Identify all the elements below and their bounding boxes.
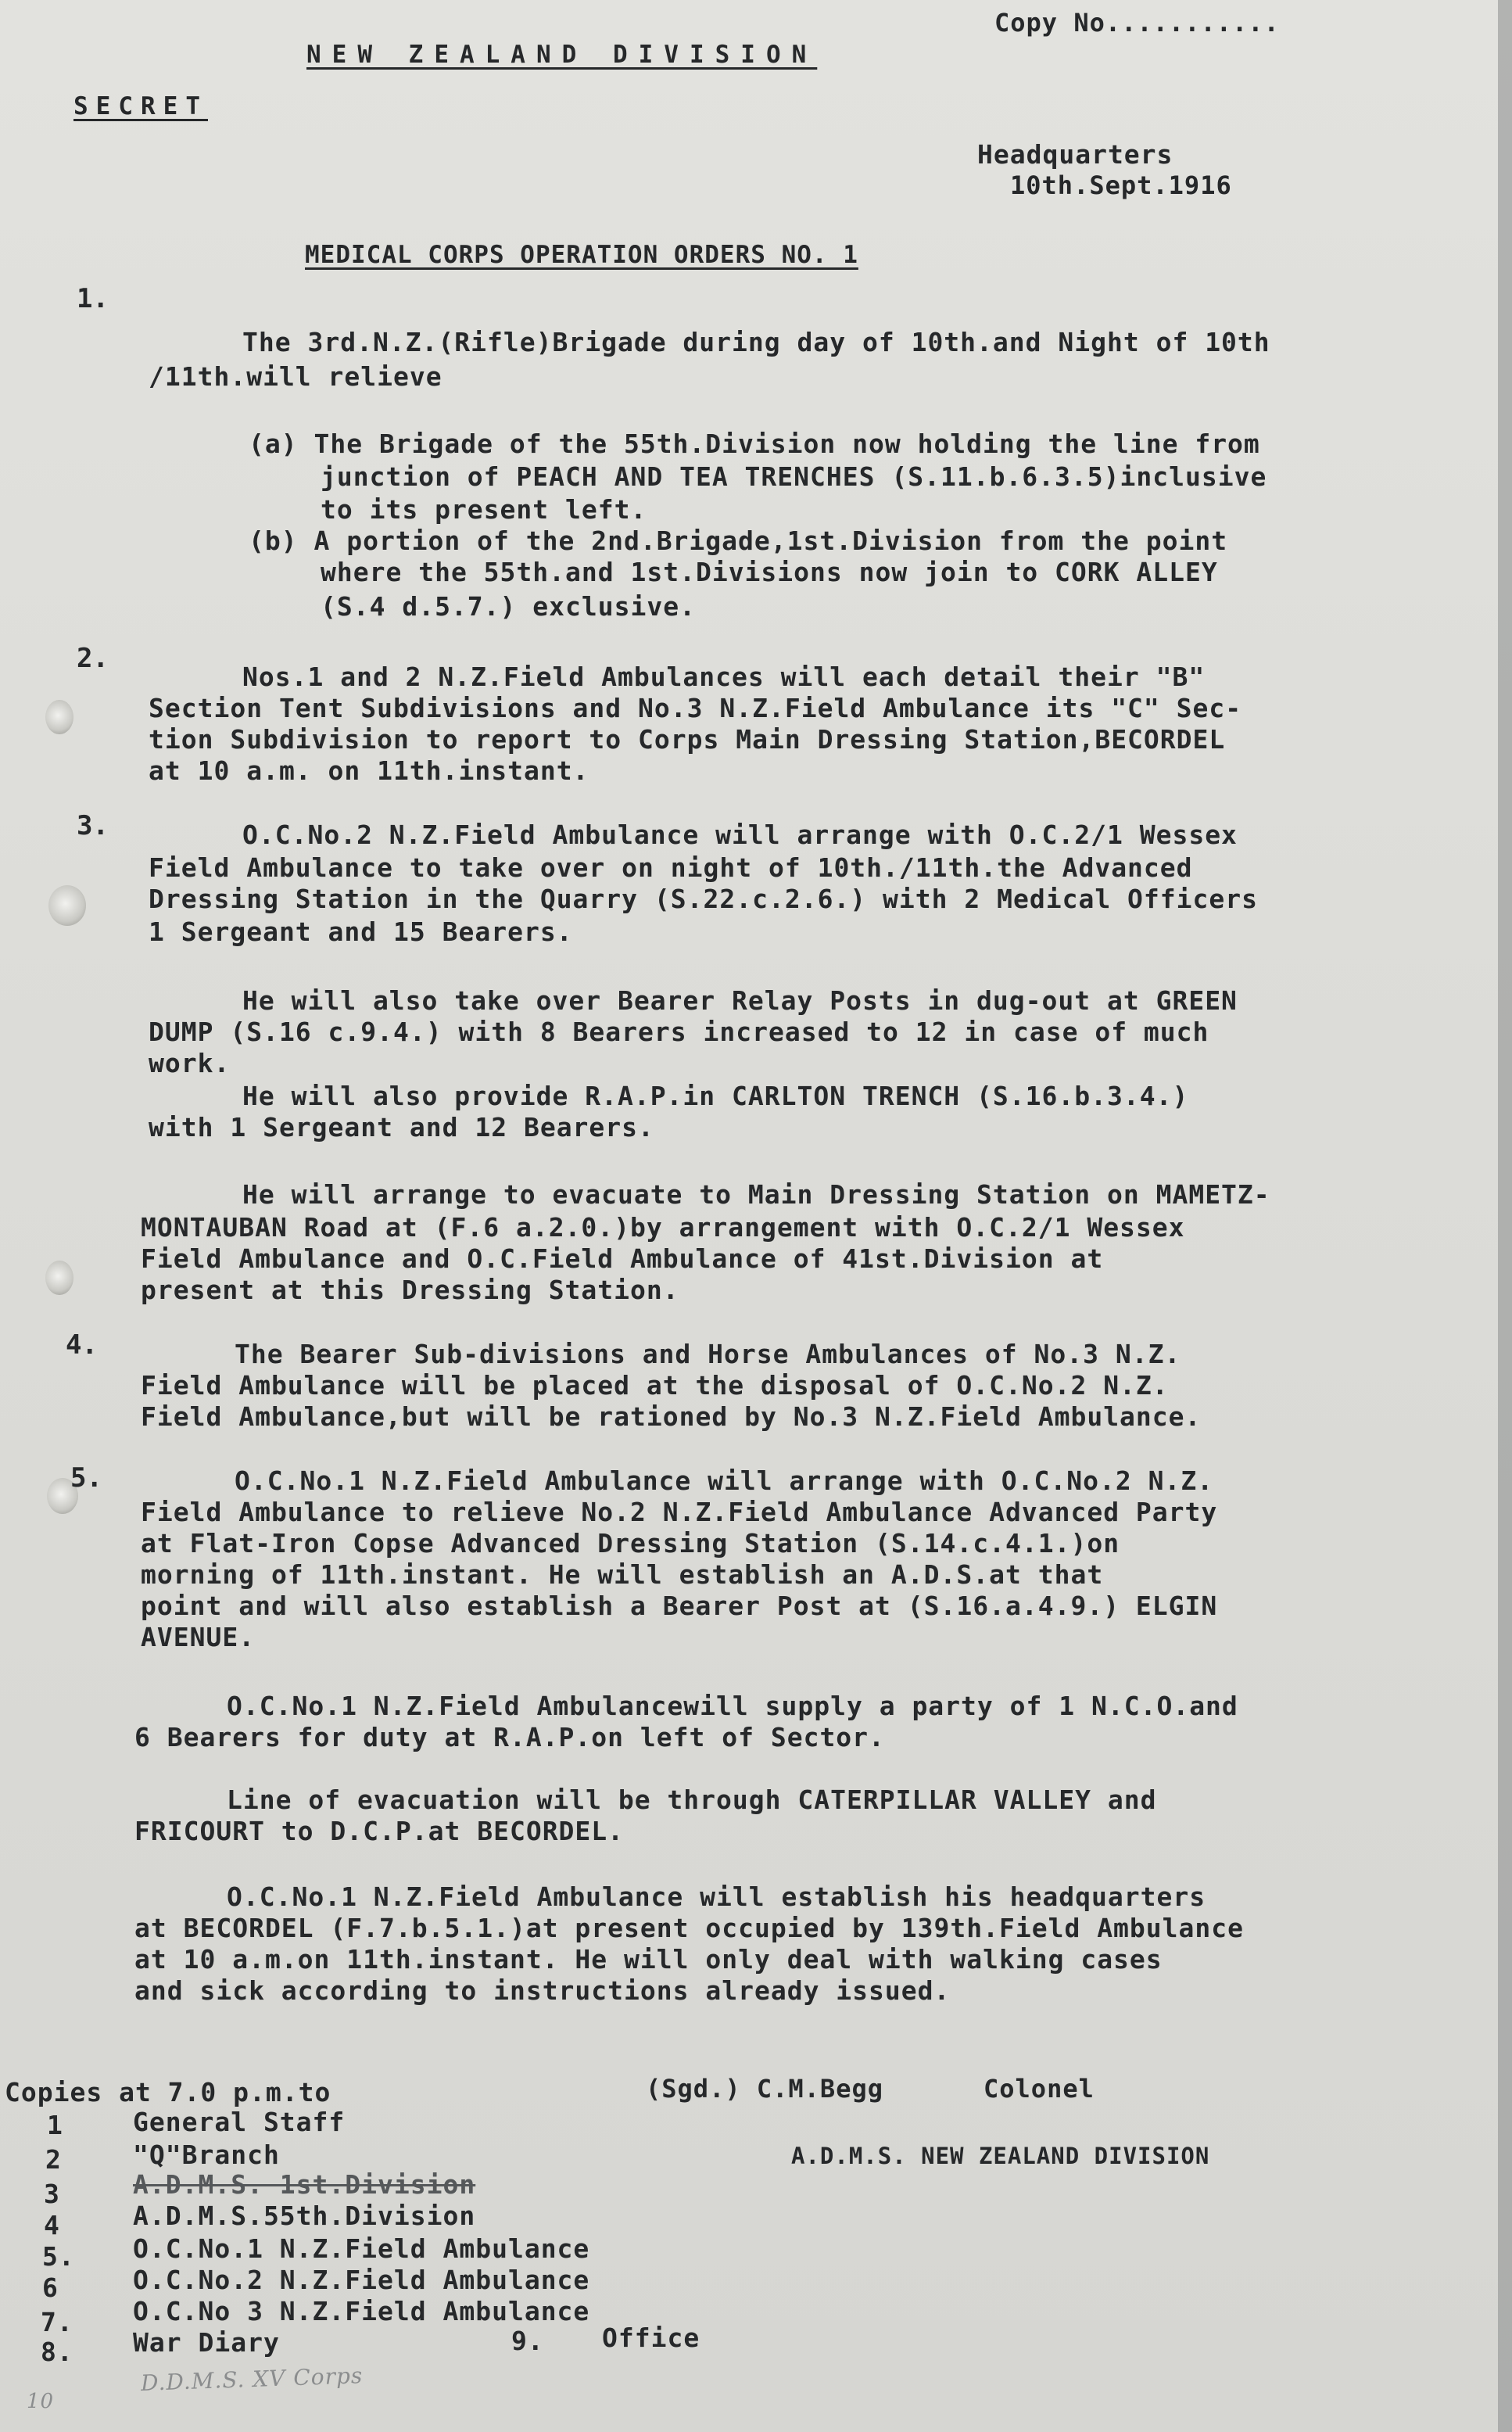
order-date: 10th.Sept.1916 — [1010, 170, 1232, 200]
copy-item-number: 1 — [47, 2110, 63, 2140]
body-line: at BECORDEL (F.7.b.5.1.)at present occupied by 139th.Field Ambulance — [134, 1913, 1245, 1943]
copy-number: Copy No........... — [994, 8, 1280, 38]
copy-item-number: 2 — [45, 2144, 62, 2175]
copy-item: A.D.M.S.55th.Division — [133, 2201, 476, 2231]
signature-office: A.D.M.S. NEW ZEALAND DIVISION — [791, 2143, 1210, 2169]
copy-item: War Diary — [133, 2327, 280, 2358]
handwritten-copy-item: D.D.M.S. XV Corps — [140, 2362, 364, 2396]
body-line: FRICOURT to D.C.P.at BECORDEL. — [134, 1816, 625, 1846]
copies-heading: Copies at 7.0 p.m.to — [5, 2077, 331, 2107]
division-heading: NEW ZEALAND DIVISION — [306, 41, 818, 69]
paragraph-number: 2. — [77, 643, 109, 674]
body-line: O.C.No.1 N.Z.Field Ambulance will arrange with O.C.No.2 N.Z. — [235, 1465, 1214, 1496]
body-line: Nos.1 and 2 N.Z.Field Ambulances will each detail their "B" — [242, 662, 1206, 692]
body-line: to its present left. — [321, 494, 647, 525]
paragraph-number: 5. — [70, 1462, 102, 1494]
body-line: point and will also establish a Bearer Post at (S.16.a.4.9.) ELGIN — [141, 1591, 1218, 1621]
body-line: He will also provide R.A.P.in CARLTON TRENCH (S.16.b.3.4.) — [242, 1081, 1189, 1111]
body-line: AVENUE. — [141, 1622, 256, 1652]
copy-item-number: 9. — [511, 2326, 544, 2356]
body-line: O.C.No.2 N.Z.Field Ambulance will arrange with O.C.2/1 Wessex — [242, 820, 1238, 850]
body-line: He will arrange to evacuate to Main Dressing Station on MAMETZ- — [242, 1179, 1270, 1210]
body-line: Field Ambulance to take over on night of 10th./11th.the Advanced — [149, 852, 1193, 883]
body-line: where the 55th.and 1st.Divisions now join to CORK ALLEY — [321, 557, 1218, 587]
body-line: morning of 11th.instant. He will establish an A.D.S.at that — [141, 1559, 1104, 1590]
body-line: present at this Dressing Station. — [141, 1275, 679, 1305]
body-line: MONTAUBAN Road at (F.6 a.2.0.)by arrangement with O.C.2/1 Wessex — [141, 1212, 1185, 1243]
copy-item: General Staff — [133, 2107, 346, 2137]
body-line: 1 Sergeant and 15 Bearers. — [149, 916, 573, 947]
copy-item-number: 8. — [41, 2337, 73, 2367]
body-line: Section Tent Subdivisions and No.3 N.Z.Field Ambulance its "C" Sec- — [149, 693, 1242, 723]
body-line: Field Ambulance and O.C.Field Ambulance of 41st.Division at — [141, 1243, 1104, 1274]
body-line: at 10 a.m.on 11th.instant. He will only deal with walking cases — [134, 1944, 1163, 1975]
copy-item-number: 3 — [44, 2179, 60, 2209]
copy-item-number: 10 — [27, 2390, 55, 2413]
body-line: (b) A portion of the 2nd.Brigade,1st.Division from the point — [249, 525, 1228, 556]
copy-item: O.C.No 3 N.Z.Field Ambulance — [133, 2296, 590, 2326]
secret-stamp: SECRET — [73, 92, 208, 120]
copy-item: Office — [602, 2323, 700, 2353]
punch-hole — [45, 700, 73, 734]
body-line: Field Ambulance,but will be rationed by No.3 N.Z.Field Ambulance. — [141, 1401, 1202, 1432]
copy-item-number: 4 — [44, 2210, 60, 2240]
copy-item-number: 5. — [42, 2241, 75, 2272]
body-line: at Flat-Iron Copse Advanced Dressing Station (S.14.c.4.1.)on — [141, 1528, 1120, 1559]
signature: (Sgd.) C.M.Begg — [646, 2074, 883, 2104]
body-line: Field Ambulance will be placed at the disposal of O.C.No.2 N.Z. — [141, 1370, 1169, 1401]
copy-item: O.C.No.2 N.Z.Field Ambulance — [133, 2265, 590, 2295]
body-line: The Bearer Sub-divisions and Horse Ambulances of No.3 N.Z. — [235, 1339, 1181, 1369]
paragraph-number: 4. — [66, 1329, 98, 1361]
body-line: (a) The Brigade of the 55th.Division now holding the line from — [249, 429, 1260, 459]
copy-item: O.C.No.1 N.Z.Field Ambulance — [133, 2233, 590, 2264]
body-line: junction of PEACH AND TEA TRENCHES (S.11.b.6.3.5)inclusive — [321, 461, 1267, 492]
body-line: Field Ambulance to relieve No.2 N.Z.Field Ambulance Advanced Party — [141, 1497, 1218, 1527]
body-line: (S.4 d.5.7.) exclusive. — [321, 591, 696, 622]
document-title: MEDICAL CORPS OPERATION ORDERS NO. 1 — [305, 241, 858, 269]
body-line: with 1 Sergeant and 12 Bearers. — [149, 1112, 654, 1142]
body-line: The 3rd.N.Z.(Rifle)Brigade during day of 10th.and Night of 10th — [242, 327, 1270, 357]
punch-hole — [48, 885, 86, 926]
headquarters-label: Headquarters — [977, 139, 1173, 170]
body-line: /11th.will relieve — [149, 361, 442, 392]
copy-item-struck: A.D.M.S. 1st.Division — [133, 2169, 476, 2200]
body-line: Line of evacuation will be through CATERPILLAR VALLEY and — [227, 1785, 1157, 1815]
paragraph-number: 1. — [77, 283, 109, 314]
page-edge-shadow — [1498, 0, 1512, 2432]
punch-hole — [45, 1261, 73, 1295]
copy-item: "Q"Branch — [133, 2140, 280, 2170]
body-line: at 10 a.m. on 11th.instant. — [149, 755, 589, 786]
body-line: DUMP (S.16 c.9.4.) with 8 Bearers increased to 12 in case of much — [149, 1017, 1209, 1047]
body-line: O.C.No.1 N.Z.Field Ambulance will establish his headquarters — [227, 1881, 1206, 1912]
signature-rank: Colonel — [984, 2074, 1095, 2104]
body-line: work. — [149, 1048, 231, 1078]
body-line: and sick according to instructions already issued. — [134, 1975, 951, 2006]
copy-item-number: 6 — [42, 2272, 59, 2303]
body-line: Dressing Station in the Quarry (S.22.c.2.6.) with 2 Medical Officers — [149, 884, 1259, 914]
copy-item-number: 7. — [41, 2307, 73, 2337]
body-line: O.C.No.1 N.Z.Field Ambulancewill supply a party of 1 N.C.O.and — [227, 1691, 1238, 1721]
body-line: He will also take over Bearer Relay Posts in dug-out at GREEN — [242, 985, 1238, 1016]
paragraph-number: 3. — [77, 810, 109, 841]
body-line: 6 Bearers for duty at R.A.P.on left of Sector. — [134, 1722, 885, 1752]
body-line: tion Subdivision to report to Corps Main Dressing Station,BECORDEL — [149, 724, 1226, 755]
